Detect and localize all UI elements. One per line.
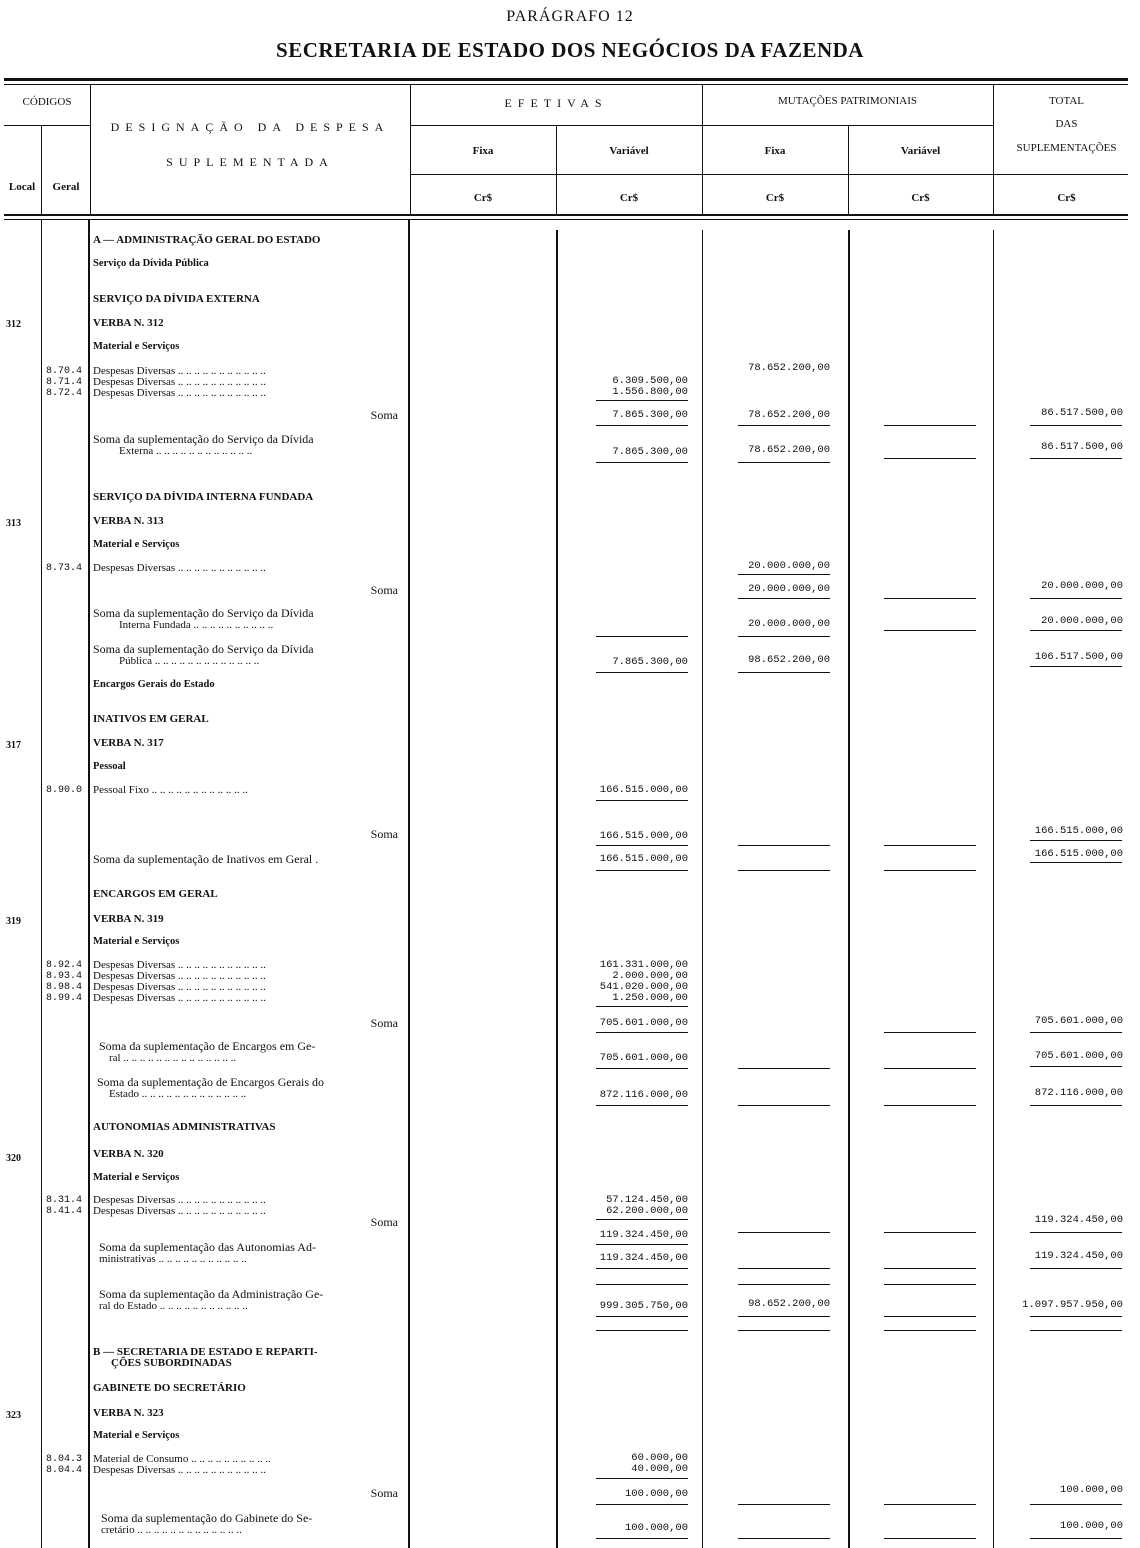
- codigos-header: CÓDIGOS: [22, 96, 72, 108]
- total-value: 119.324.450,00: [1034, 1250, 1123, 1262]
- subtotal-label: Soma da suplementação da Administração Ge-: [99, 1287, 324, 1301]
- soma-label: Soma: [370, 827, 398, 841]
- group-heading: SERVIÇO DA DÍVIDA EXTERNA: [93, 293, 260, 305]
- subtotal-label: Soma da suplementação de Encargos Gerais do: [97, 1075, 325, 1089]
- local-code: 323: [6, 1410, 21, 1421]
- total-header: TOTAL: [1049, 95, 1084, 107]
- verba-label: VERBA N. 312: [93, 317, 164, 329]
- local-code: 313: [6, 518, 21, 529]
- table-row: Despesas Diversas .. .. .. .. .. .. .. .. .. .. ..: [93, 970, 266, 982]
- group-heading: INATIVOS EM GERAL: [93, 713, 209, 725]
- subtotal-label: Soma da suplementação de Inativos em Geral .: [93, 852, 319, 866]
- mutacoes-variavel-header: Variável: [900, 145, 941, 157]
- total-value: 872.116.000,00: [1034, 1087, 1123, 1099]
- subtotal-label: ral do Estado .. .. .. .. .. .. .. .. .. .. ..: [99, 1300, 248, 1312]
- table-row: Despesas Diversas .. .. .. .. .. .. .. .. .. .. ..: [93, 959, 266, 971]
- category-label: Material e Serviços: [93, 1430, 180, 1441]
- verba-label: VERBA N. 319: [93, 913, 164, 925]
- paragraph-heading: PARÁGRAFO 12: [506, 8, 634, 25]
- total-value: 166.515.000,00: [1034, 848, 1123, 860]
- local-code: 319: [6, 916, 21, 927]
- mutacoes-fixa-value: 78.652.200,00: [748, 444, 830, 456]
- verba-label: VERBA N. 323: [93, 1407, 164, 1419]
- section-heading: ÇÕES SUBORDINADAS: [111, 1357, 232, 1369]
- efetivas-variavel-value: 872.116.000,00: [599, 1089, 688, 1101]
- suplementacoes-header: SUPLEMENTAÇÕES: [1016, 142, 1117, 154]
- efetivas-variavel-header: Variável: [609, 145, 649, 157]
- subtotal-label: Estado .. .. .. .. .. .. .. .. .. .. .. .. ..: [109, 1088, 247, 1100]
- geral-code: 8.99.4: [45, 993, 82, 1004]
- soma-label: Soma: [370, 583, 398, 597]
- total-value: 1.097.957.950,00: [1022, 1299, 1123, 1311]
- subtotal-label: Soma da suplementação das Autonomias Ad-: [99, 1240, 316, 1254]
- total-value: 86.517.500,00: [1041, 407, 1123, 419]
- geral-code: 8.92.4: [45, 960, 82, 971]
- efetivas-variavel-value: 7.865.300,00: [612, 409, 688, 421]
- subtotal-label: ral .. .. .. .. .. .. .. .. .. .. .. .. .. ..: [109, 1052, 237, 1064]
- total-value: 106.517.500,00: [1034, 651, 1123, 663]
- table-row: Despesas Diversas .. .. .. .. .. .. .. .. .. .. ..: [93, 1205, 266, 1217]
- local-code: 320: [6, 1153, 21, 1164]
- total-value: 166.515.000,00: [1034, 825, 1123, 837]
- efetivas-fixa-header: Fixa: [472, 145, 494, 157]
- subtotal-label: Externa .. .. .. .. .. .. .. .. .. .. .. ..: [119, 445, 253, 457]
- efetivas-variavel-value: 60.000,00: [631, 1452, 688, 1464]
- subtotal-label: Soma da suplementação do Serviço da Dívida: [93, 642, 314, 656]
- section-heading: B — SECRETARIA DE ESTADO E REPARTI-: [93, 1346, 318, 1358]
- group-heading: AUTONOMIAS ADMINISTRATIVAS: [93, 1121, 276, 1133]
- geral-code: 8.04.4: [45, 1465, 82, 1476]
- section-heading: A — ADMINISTRAÇÃO GERAL DO ESTADO: [93, 234, 321, 246]
- verba-label: VERBA N. 320: [93, 1148, 164, 1160]
- table-row: Despesas Diversas .. .. .. .. .. .. .. .. .. .. ..: [93, 365, 266, 377]
- soma-label: Soma: [370, 408, 398, 422]
- table-row: Despesas Diversas .. .. .. .. .. .. .. .. .. .. ..: [93, 1464, 266, 1476]
- efetivas-variavel-value: 1.250.000,00: [612, 992, 688, 1004]
- table-row: Despesas Diversas .. .. .. .. .. .. .. .. .. .. ..: [93, 376, 266, 388]
- currency-label: Cr$: [911, 192, 930, 204]
- mutacoes-fixa-header: Fixa: [764, 145, 786, 157]
- table-row: Material de Consumo .. .. .. .. .. .. .. .. .. ..: [93, 1453, 271, 1465]
- subtotal-label: Soma da suplementação de Encargos em Ge-: [99, 1039, 316, 1053]
- geral-code: 8.70.4: [45, 366, 82, 377]
- efetivas-variavel-value: 705.601.000,00: [599, 1017, 688, 1029]
- table-row: Despesas Diversas .. .. .. .. .. .. .. .. .. .. ..: [93, 992, 266, 1004]
- subtotal-label: ministrativas .. .. .. .. .. .. .. .. .. .. ..: [99, 1253, 247, 1265]
- group-heading: SERVIÇO DA DÍVIDA INTERNA FUNDADA: [93, 491, 314, 503]
- currency-label: Cr$: [619, 192, 639, 204]
- verba-label: VERBA N. 313: [93, 515, 164, 527]
- efetivas-variavel-value: 2.000.000,00: [612, 970, 688, 982]
- verba-label: VERBA N. 317: [93, 737, 164, 749]
- suplementada-header: SUPLEMENTADA: [166, 155, 334, 169]
- total-value: 20.000.000,00: [1041, 615, 1123, 627]
- mutacoes-fixa-value: 20.000.000,00: [748, 560, 830, 572]
- soma-label: Soma: [370, 1016, 398, 1030]
- subtotal-label: Interna Fundada .. .. .. .. .. .. .. .. .. ..: [119, 619, 274, 631]
- geral-code: 8.93.4: [45, 971, 82, 982]
- efetivas-variavel-value: 6.309.500,00: [612, 375, 688, 387]
- soma-label: Soma: [370, 1215, 398, 1229]
- efetivas-variavel-value: 100.000,00: [624, 1488, 688, 1500]
- efetivas-variavel-value: 7.865.300,00: [612, 446, 688, 458]
- geral-code: 8.71.4: [45, 377, 82, 388]
- subtotal-label: Soma da suplementação do Gabinete do Se-: [101, 1511, 313, 1525]
- das-header: DAS: [1055, 118, 1078, 130]
- geral-code: 8.72.4: [45, 388, 82, 399]
- efetivas-variavel-value: 705.601.000,00: [599, 1052, 688, 1064]
- efetivas-variavel-value: 57.124.450,00: [606, 1194, 688, 1206]
- total-value: 705.601.000,00: [1034, 1015, 1123, 1027]
- geral-code: 8.04.3: [45, 1454, 82, 1465]
- table-row: Despesas Diversas .. .. .. .. .. .. .. .. .. .. ..: [93, 562, 266, 574]
- local-header: Local: [8, 181, 36, 193]
- efetivas-variavel-value: 541.020.000,00: [599, 981, 688, 993]
- efetivas-variavel-value: 119.324.450,00: [599, 1229, 688, 1241]
- subtotal-label: Pública .. .. .. .. .. .. .. .. .. .. .. .. ..: [119, 655, 260, 667]
- currency-label: Cr$: [1057, 192, 1076, 204]
- geral-code: 8.90.0: [45, 785, 82, 796]
- geral-header: Geral: [52, 181, 80, 193]
- currency-label: Cr$: [765, 192, 785, 204]
- subsection-label: Serviço da Dívida Pública: [93, 258, 209, 269]
- subtotal-label: Soma da suplementação do Serviço da Dívida: [93, 432, 314, 446]
- geral-code: 8.41.4: [45, 1206, 82, 1217]
- category-label: Material e Serviços: [93, 936, 180, 947]
- category-label: Material e Serviços: [93, 341, 180, 352]
- mutacoes-header: MUTAÇÕES PATRIMONIAIS: [778, 95, 917, 107]
- category-label: Material e Serviços: [93, 1172, 180, 1183]
- efetivas-variavel-value: 119.324.450,00: [599, 1252, 688, 1264]
- category-label: Material e Serviços: [93, 539, 180, 550]
- efetivas-variavel-value: 40.000,00: [631, 1463, 688, 1475]
- page-title: SECRETARIA DE ESTADO DOS NEGÓCIOS DA FAZENDA: [276, 38, 864, 62]
- efetivas-variavel-value: 62.200.000,00: [606, 1205, 688, 1217]
- total-value: 119.324.450,00: [1034, 1214, 1123, 1226]
- geral-code: 8.98.4: [45, 982, 82, 993]
- soma-label: Soma: [370, 1486, 398, 1500]
- local-code: 317: [6, 740, 21, 751]
- mutacoes-fixa-value: 78.652.200,00: [748, 409, 830, 421]
- efetivas-header: EFETIVAS: [504, 96, 608, 110]
- table-row: Despesas Diversas .. .. .. .. .. .. .. .. .. .. ..: [93, 387, 266, 399]
- efetivas-variavel-value: 161.331.000,00: [599, 959, 688, 971]
- designacao-header: DESIGNAÇÃO DA DESPESA: [110, 120, 390, 134]
- mutacoes-fixa-value: 20.000.000,00: [748, 618, 830, 630]
- geral-code: 8.73.4: [45, 563, 82, 574]
- efetivas-variavel-value: 1.556.800,00: [612, 386, 688, 398]
- mutacoes-fixa-value: 20.000.000,00: [748, 583, 830, 595]
- mutacoes-fixa-value: 98.652.200,00: [748, 654, 830, 666]
- group-heading: ENCARGOS EM GERAL: [93, 888, 218, 900]
- total-value: 100.000,00: [1059, 1484, 1123, 1496]
- currency-label: Cr$: [473, 192, 493, 204]
- mutacoes-fixa-value: 98.652.200,00: [748, 1298, 830, 1310]
- efetivas-variavel-value: 100.000,00: [624, 1522, 688, 1534]
- total-value: 100.000,00: [1059, 1520, 1123, 1532]
- table-row: Despesas Diversas .. .. .. .. .. .. .. .. .. .. ..: [93, 1194, 266, 1206]
- total-value: 86.517.500,00: [1041, 441, 1123, 453]
- efetivas-variavel-value: 166.515.000,00: [599, 784, 688, 796]
- group-heading: GABINETE DO SECRETÁRIO: [93, 1382, 246, 1394]
- efetivas-variavel-value: 999.305.750,00: [599, 1300, 688, 1312]
- category-label: Pessoal: [93, 761, 126, 772]
- efetivas-variavel-value: 166.515.000,00: [599, 830, 688, 842]
- subtotal-label: Soma da suplementação do Serviço da Dívida: [93, 606, 314, 620]
- efetivas-variavel-value: 7.865.300,00: [612, 656, 688, 668]
- table-row: Despesas Diversas .. .. .. .. .. .. .. .. .. .. ..: [93, 981, 266, 993]
- efetivas-variavel-value: 166.515.000,00: [599, 853, 688, 865]
- local-code: 312: [6, 319, 21, 330]
- total-value: 20.000.000,00: [1041, 580, 1123, 592]
- geral-code: 8.31.4: [45, 1195, 82, 1206]
- table-row: Pessoal Fixo .. .. .. .. .. .. .. .. .. .. .. ..: [93, 784, 248, 796]
- total-value: 705.601.000,00: [1034, 1050, 1123, 1062]
- mutacoes-fixa-value: 78.652.200,00: [748, 362, 830, 374]
- subsection-label: Encargos Gerais do Estado: [93, 679, 215, 690]
- subtotal-label: cretário .. .. .. .. .. .. .. .. .. .. .. .. ..: [101, 1524, 242, 1536]
